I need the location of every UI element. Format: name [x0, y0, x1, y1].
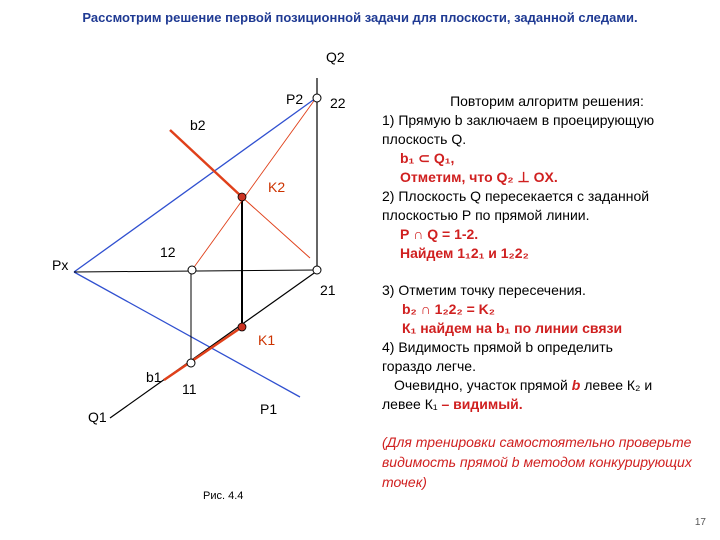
text-b2-cap: b₂ ∩ 1₂2₂ = K₂ — [402, 301, 495, 317]
label-p1: P1 — [260, 401, 278, 417]
text-visible-2a: левее К₁ — [382, 396, 442, 412]
page-number: 17 — [694, 517, 706, 528]
text-visible-2b: – видимый. — [441, 396, 523, 412]
label-px: Px — [52, 257, 69, 273]
text-p-cap-q: Р ∩ Q = 1-2. — [400, 226, 479, 242]
text-find-k1: К₁ найдем на b₁ по линии связи — [402, 320, 623, 336]
text-q2-perp-ox: Отметим, что Q₂ ⊥ OX. — [400, 169, 558, 185]
slide-title: Рассмотрим решение первой позиционной задачи для плоскости, заданной следами. — [82, 10, 638, 25]
text-visible-1a: Очевидно, участок прямой — [394, 377, 572, 393]
training-note: (Для тренировки самостоятельно проверьте видимость прямой b методом конкурирующих точек) — [382, 434, 692, 490]
label-q2: Q2 — [326, 49, 345, 65]
label-p2: P2 — [286, 91, 304, 107]
text-step1-cont: плоскость Q. — [382, 131, 467, 147]
label-b1: b1 — [146, 369, 162, 385]
point-1-2 — [188, 266, 196, 274]
line-b2-hidden — [242, 197, 310, 258]
label-2-1: 21 — [320, 282, 336, 298]
point-p2-q2 — [313, 94, 321, 102]
trace-q1-line — [110, 271, 317, 418]
text-visible-1b: b — [571, 377, 581, 393]
text-step4-cont: гораздо легче. — [382, 358, 476, 374]
label-b2: b2 — [190, 117, 206, 133]
point-k2 — [238, 193, 246, 201]
label-1-1: 11 — [182, 381, 197, 397]
line-b2-visible — [170, 130, 242, 197]
point-2-1 — [313, 266, 321, 274]
text-step2-cont: плоскостью Р по прямой линии. — [382, 207, 590, 223]
text-step2: 2) Плоскость Q пересекается с заданной — [382, 188, 650, 204]
label-q1: Q1 — [88, 409, 107, 425]
text-visible-1 — [382, 376, 712, 395]
point-k1 — [238, 323, 246, 331]
text-step3: 3) Отметим точку пересечения. — [382, 282, 586, 298]
label-2-2: 22 — [330, 95, 346, 111]
figure-caption: Рис. 4.4 — [203, 490, 244, 502]
line-b1-visible — [164, 327, 242, 380]
label-k1: K1 — [258, 332, 276, 348]
explanation-text — [382, 92, 712, 414]
text-heading: Повторим алгоритм решения: — [450, 93, 644, 109]
text-step4: 4) Видимость прямой b определить — [382, 339, 613, 355]
label-k2: K2 — [268, 179, 286, 195]
text-b1-in-q1: b₁ ⊂ Q₁, — [400, 150, 455, 166]
text-find-12: Найдем 1₁2₁ и 1₂2₂ — [400, 245, 529, 261]
text-visible-2 — [382, 395, 712, 414]
intersection-line-12 — [192, 98, 316, 270]
text-visible-1c: левее К₂ и — [580, 377, 653, 393]
text-step1: 1) Прямую b заключаем в проецирующую — [382, 112, 655, 128]
label-1-2: 12 — [160, 244, 176, 260]
point-1-1 — [187, 359, 195, 367]
